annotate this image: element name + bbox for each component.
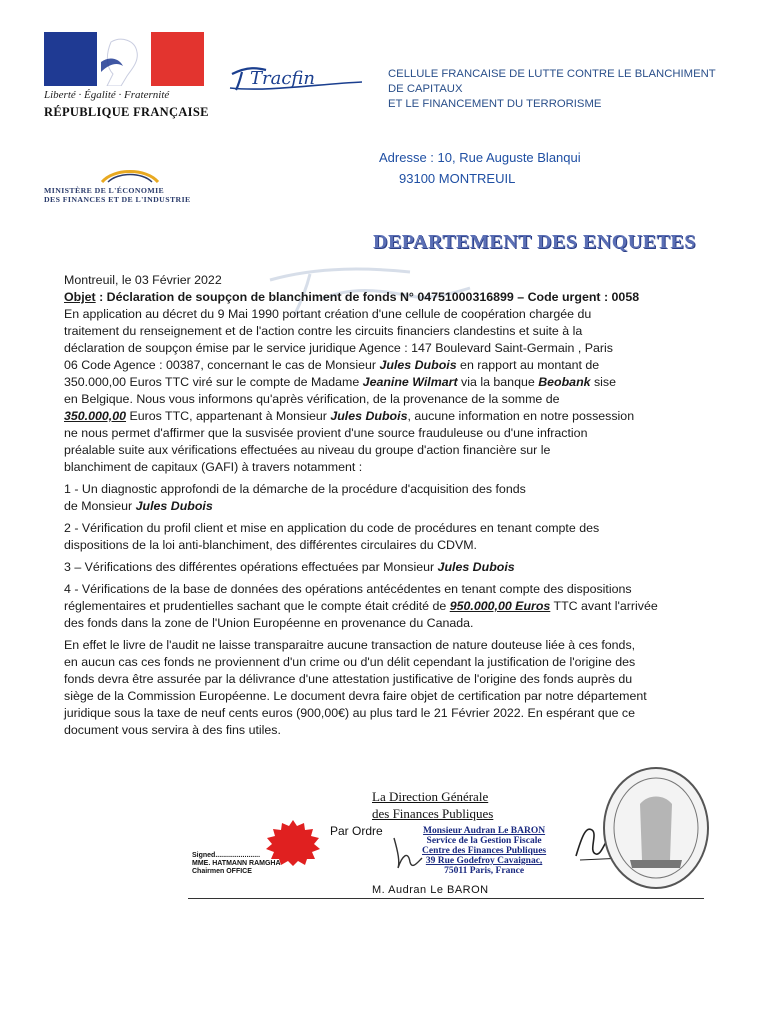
list-item-1: 1 - Un diagnostic approfondi de la démarche de la procédure d'acquisition des fonds [64,482,526,496]
amount-bold: 350.000,00 [64,409,127,423]
list-item-4-cont: des fonds dans la zone de l'Union Européenne en provenance du Canada. [64,616,474,630]
direction-title [372,788,493,822]
ministere-arc-icon [100,166,160,184]
list-item-4-cont: réglementaires et prudentielles sachant que le compte était crédité de 950.000,00 Euros TTC avant l'arrivée [64,599,658,613]
paragraph-line: document vous servira à des fins utiles. [64,723,281,737]
subject-text: : Déclaration de soupçon de blanchiment de fonds N° 04751000316899 – Code urgent : 0058 [95,290,640,304]
list-item-2-cont: dispositions de la loi anti-blanchiment, des différentes circulaires du CDVM. [64,538,477,552]
paragraph-line: 350.000,00 Euros TTC viré sur le compte de Madame Jeanine Wilmart via la banque Beobank sise [64,375,617,389]
motto: Liberté · Égalité · Fraternité [44,89,170,101]
list-item-4: 4 - Vérifications de la base de données des opérations antécédentes en tenant compte des dispositions [64,582,632,596]
client-name: Jules Dubois [330,409,408,423]
paragraph-line: fonds devra être assurée par la délivrance d'une attestation justificative de l'origine des fonds auprès du [64,672,633,686]
bank-name: Beobank [538,375,591,389]
address-line-2: 93100 MONTREUIL [399,171,516,186]
address-line-1: Adresse : 10, Rue Auguste Blanqui [379,150,581,165]
paragraph-line: En application au décret du 9 Mai 1990 portant création d'une cellule de coopération chargée du [64,307,592,321]
letter-body [64,272,714,739]
republic-name: RÉPUBLIQUE FRANÇAISE [44,105,209,119]
paragraph-line: 350.000,00 Euros TTC, appartenant à Monsieur Jules Dubois, aucune information en notre possession [64,409,635,423]
tracfin-logo [228,62,368,92]
signed-block: Signed....................... MME. HATMANN RAMGHA Chairmen OFFICE [192,852,281,875]
paragraph-line: juridique sous la taxe de neuf cents euros (900,00€) au plus tard le 21 Février 2022. En espérant que ce [64,706,636,720]
list-item-2: 2 - Vérification du profil client et mise en application du code de procédures en tenant compte des [64,521,600,535]
paragraph-line: déclaration de soupçon émise par le service juridique Agence : 147 Boulevard Saint-Germain , Paris [64,341,613,355]
direction-line-1: La Direction Générale [372,789,489,804]
ministere-logo-text [44,186,191,204]
republique-francaise-logo [44,32,209,120]
paragraph-line: ne nous permet d'affirmer que la susvisée provient d'une source frauduleuse ou d'une infraction [64,426,588,440]
paragraph-line: En effet le livre de l'audit ne laisse transparaitre aucune transaction de nature douteuse liée à ces fonds, [64,638,636,652]
tracfin-logo-text: Tracfin [250,68,316,89]
french-flag-marianne [44,32,204,86]
paragraph-line: blanchiment de capitaux (GAFI) à travers notamment : [64,460,363,474]
official-stamp: Monsieur Audran Le BARON Service de la Gestion Fiscale Centre des Finances Publiques 39 Rue Godefroy Cavaignac, 75011 Paris, France [422,826,547,876]
cellule-title [388,67,728,112]
ministere-line-1: MINISTÈRE DE L'ÉCONOMIE [44,186,165,195]
beneficiary-name: Jeanine Wilmart [362,375,458,389]
paragraph-line: en Belgique. Nous vous informons qu'après vérification, de la provenance de la somme de [64,392,560,406]
signature-divider [188,898,704,899]
list-item-1-cont: de Monsieur Jules Dubois [64,499,213,513]
subject-label: Objet [64,290,96,304]
signatory-name: M. Audran Le BARON [372,884,489,896]
par-ordre: Par Ordre [330,824,383,838]
amount-credited: 950.000,00 Euros [449,599,551,613]
direction-line-2: des Finances Publiques [372,806,494,821]
paragraph-line: préalable suite aux vérifications effectuées au niveau du groupe d'action financière sur le [64,443,551,457]
subject-line [64,289,714,306]
marianne-profile-icon [97,32,151,86]
list-item-3: 3 – Vérifications des différentes opérations effectuées par Monsieur Jules Dubois [64,560,515,574]
ministere-line-2: DES FINANCES ET DE L'INDUSTRIE [44,195,191,204]
paragraph-line: traitement du renseignement et de l'action contre les circuits financiers clandestins et suite à la [64,324,583,338]
paragraph-line: siège de la Commission Européenne. Le document devra faire objet de certification par notre département [64,689,647,703]
paragraph-line: 06 Code Agence : 00387, concernant le cas de Monsieur Jules Dubois en rapport au montant de [64,358,600,372]
place-date: Montreuil, le 03 Février 2022 [64,273,222,287]
republique-francaise-seal-icon [600,764,712,892]
paragraph-line: en aucun cas ces fonds ne proviennent d'un crime ou d'un délit cependant la justification de l'origine des [64,655,636,669]
address-block [379,147,581,189]
department-title: DEPARTEMENT DES ENQUETES [373,231,696,253]
cellule-line-2: ET LE FINANCEMENT DU TERRORISME [388,98,602,110]
cellule-line-1: CELLULE FRANCAISE DE LUTTE CONTRE LE BLANCHIMENT DE CAPITAUX [388,68,716,95]
client-name: Jules Dubois [379,358,457,372]
